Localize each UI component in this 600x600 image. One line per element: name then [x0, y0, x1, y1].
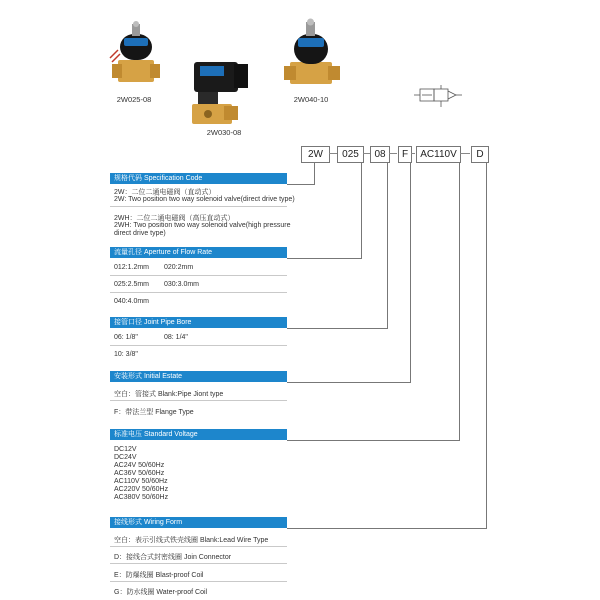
section-header-spec: 规格代码 Specification Code: [110, 173, 287, 184]
voltage-item: AC380V 50/60Hz: [114, 494, 169, 501]
connector-line: [459, 162, 460, 440]
voltage-item: AC24V 50/60Hz: [114, 462, 165, 469]
section-header-flow: 流量孔径 Aperture of Flow Rate: [110, 247, 287, 258]
connector-line: [314, 162, 315, 184]
section-header-estate: 安装形式 Initial Estate: [110, 371, 287, 382]
product-caption: 2W030-08: [206, 128, 242, 137]
flow-item: 030:3.0mm: [164, 281, 200, 288]
code-part-wiring: D: [471, 146, 489, 163]
divider: [110, 345, 287, 346]
section-header-bore: 接管口径 Joint Pipe Bore: [110, 317, 287, 328]
voltage-item: DC24V: [114, 454, 137, 461]
product-image-2w030: [188, 58, 252, 128]
divider: [110, 546, 287, 547]
code-dash: [460, 153, 470, 154]
connector-line: [287, 528, 487, 529]
code-part-estate: F: [398, 146, 412, 163]
divider: [110, 275, 287, 276]
valve-symbol-icon: [412, 83, 472, 109]
code-dash: [329, 153, 337, 154]
flow-item: 025:2.5mm: [114, 281, 150, 288]
divider: [110, 206, 287, 207]
spec-line: 2WH: Two position two way solenoid valve(high pressure: [114, 222, 291, 229]
connector-line: [361, 162, 362, 258]
voltage-item: AC36V 50/60Hz: [114, 470, 165, 477]
wiring-item: G：防水线圈 Water-proof Coil: [114, 589, 208, 596]
spec-line: 2WH：二位二通电磁阀（高压直动式）: [114, 215, 235, 222]
code-part-bore: 08: [370, 146, 390, 163]
code-part-aperture: 025: [337, 146, 364, 163]
bore-item: 06: 1/8": [114, 334, 138, 341]
product-caption: 2W025-08: [116, 95, 152, 104]
divider: [110, 581, 287, 582]
flow-item: 040:4.0mm: [114, 298, 150, 305]
connector-line: [287, 382, 411, 383]
bore-item: 08: 1/4": [164, 334, 188, 341]
flow-item: 012:1.2mm: [114, 264, 150, 271]
bore-item: 10: 3/8": [114, 351, 138, 358]
divider: [110, 563, 287, 564]
connector-line: [287, 184, 315, 185]
product-caption: 2W040-10: [293, 95, 329, 104]
code-part-type: 2W: [301, 146, 330, 163]
estate-item: F：带法兰型 Flange Type: [114, 409, 194, 416]
spec-line: 2W: Two position two way solenoid valve(direct drive type): [114, 196, 295, 203]
connector-line: [410, 162, 411, 382]
spec-line: direct drive type): [114, 230, 166, 237]
connector-line: [287, 258, 362, 259]
product-image-2w040: [282, 16, 342, 90]
flow-item: 020:2mm: [164, 264, 194, 271]
divider: [110, 292, 287, 293]
voltage-item: AC220V 50/60Hz: [114, 486, 169, 493]
code-part-voltage: AC110V: [416, 146, 461, 163]
section-header-wiring: 接线形式 Wiring Form: [110, 517, 287, 528]
spec-line: 2W：二位二通电磁阀（直动式）: [114, 189, 216, 196]
voltage-item: AC110V 50/60Hz: [114, 478, 168, 485]
code-dash: [389, 153, 397, 154]
connector-line: [387, 162, 388, 328]
estate-item: 空白：管接式 Blank:Pipe Jiont type: [114, 391, 224, 398]
section-header-voltage: 标准电压 Standard Voltage: [110, 429, 287, 440]
code-dash: [411, 153, 415, 154]
connector-line: [287, 328, 388, 329]
wiring-item: 空白：表示引线式铁壳线圈 Blank:Lead Wire Type: [114, 537, 269, 544]
connector-line: [486, 162, 487, 528]
voltage-item: DC12V: [114, 446, 137, 453]
wiring-item: E：防爆线圈 Blast-proof Coil: [114, 572, 204, 579]
wiring-item: D：接线合式封密线圈 Join Connector: [114, 554, 232, 561]
connector-line: [287, 440, 460, 441]
divider: [110, 400, 287, 401]
product-image-2w025: [108, 18, 164, 90]
